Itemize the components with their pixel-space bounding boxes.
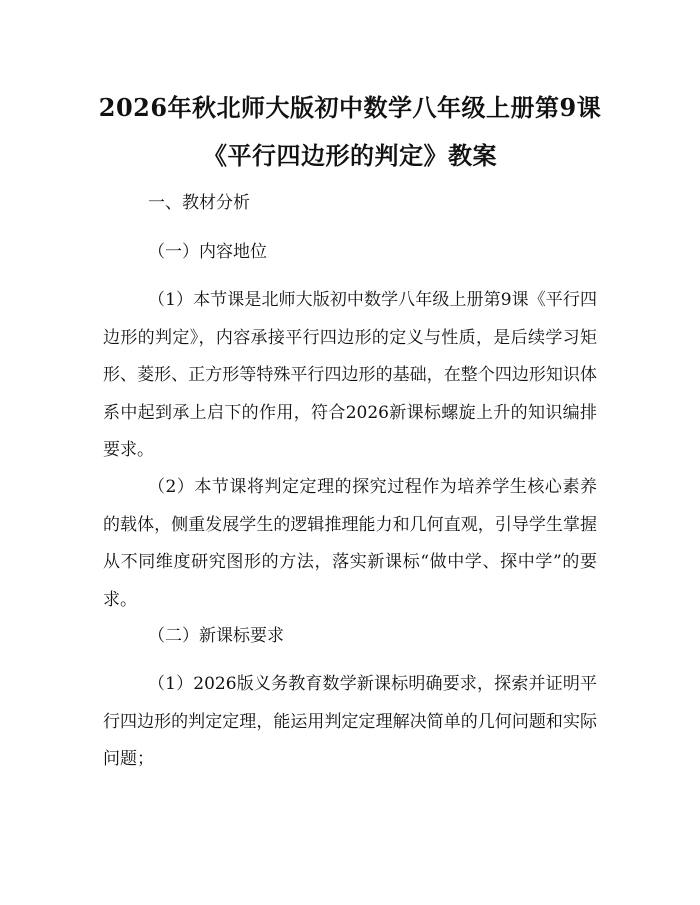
section-heading-teaching-material-analysis: 一、教材分析 [148,193,250,213]
paragraph-curriculum-requirement-1: （1）2026版义务教育数学新课标明确要求，探索并证明平行四边形的判定定理，能运用判定定理解决简单的几何问题和实际问题； [103,674,597,770]
subsection-heading-content-position: （一）内容地位 [148,242,267,262]
paragraph-content-position-1: （1）本节课是北师大版初中数学八年级上册第9课《平行四边形的判定》，内容承接平行四边形的定义与性质，是后续学习矩形、菱形、正方形等特殊平行四边形的基础，在整个四边形知识体系中起到承上启下的作用，符合2026新课标螺旋上升的知识编排要求。 [103,290,597,461]
document-title: 2026年秋北师大版初中数学八年级上册第9课《平行四边形的判定》教案 [98,93,602,170]
paragraph-content-position-2: （2）本节课将判定定理的探究过程作为培养学生核心素养的载体，侧重发展学生的逻辑推理能力和几何直观，引导学生掌握从不同维度研究图形的方法，落实新课标“做中学、探中学”的要求。 [103,477,597,610]
subsection-heading-curriculum-requirements: （二）新课标要求 [148,626,284,646]
